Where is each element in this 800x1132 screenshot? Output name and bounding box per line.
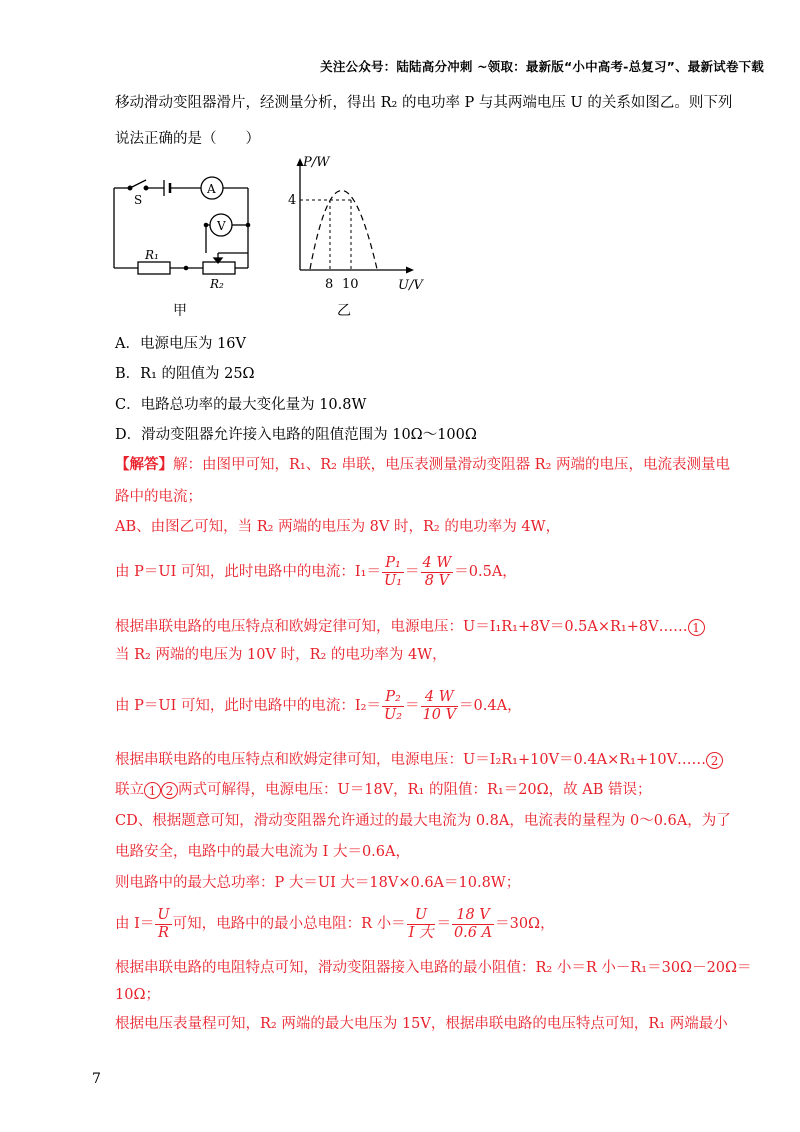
option-d: D．滑动变阻器允许接入电路的阻值范围为 10Ω～100Ω [115, 427, 477, 443]
switch-blade [130, 180, 146, 188]
fraction-u-imax: $\frac{U}{\text{I 大}}$ [408, 906, 434, 941]
r1-label: R₁ [145, 248, 159, 262]
solution-line-12: 则电路中的最大总功率：P 大＝UI 大＝18V×0.6A＝10.8W； [115, 875, 521, 891]
x-tick-8: 8 [325, 277, 334, 292]
option-c: C．电路总功率的最大变化量为 10.8W [115, 397, 367, 413]
solution-line-6: 当 R₂ 两端的电压为 10V 时，R₂ 的电功率为 4W， [115, 647, 447, 663]
question-line-1: 移动滑动变阻器滑片，经测量分析，得出 R₂ 的电功率 P 与其两端电压 U 的关系如图乙。则下列 [115, 95, 733, 111]
solution-line-11: 电路安全，电路中的最大电流为 I 大＝0.6A， [115, 844, 410, 860]
x-tick-10: 10 [342, 277, 359, 292]
r2-rheostat [203, 262, 235, 274]
r1-resistor [138, 262, 170, 274]
question-line-2: 说法正确的是（ ） [115, 131, 260, 147]
solution-line-1: 【解答】解：由图甲可知，R₁、R₂ 串联，电压表测量滑动变阻器 R₂ 两端的电压，电流表测量电 [115, 456, 731, 473]
equation-marker-2: 2 [706, 752, 723, 769]
solution-line-8: 根据串联电路的电压特点和欧姆定律可知，电源电压：U＝I₂R₁+10V＝0.4A×R₁+10V…… 2 [115, 750, 723, 770]
r2-label: R₂ [210, 277, 224, 291]
voltmeter-label: V [217, 219, 226, 233]
option-a: A．电源电压为 16V [115, 336, 247, 352]
solution-line-7: 由 P＝UI 可知，此时电路中的电流：I₂＝ $\frac{\text{P₂}}{\text{U₂}}$ ＝ $\frac{4 W}{10 V}$ ＝0.4A， [115, 688, 522, 723]
fraction-p1-u1: $\frac{\text{P₁}}{\text{U₁}}$ [383, 554, 403, 589]
page-number: 7 [92, 1071, 101, 1087]
option-b: B．R₁ 的阻值为 25Ω [115, 366, 255, 382]
ammeter-label: A [207, 182, 216, 196]
solution-line-9: 联立 1 2 两式可解得，电源电压：U＝18V，R₁ 的阻值：R₁＝20Ω，故 AB 错误； [115, 782, 652, 798]
fraction-18v-06a: $\frac{18 V}{0.6 A}$ [453, 906, 493, 941]
solution-line-10: CD、根据题意可知，滑动变阻器允许通过的最大电流为 0.8A，电流表的量程为 0～0.6A，为了 [115, 813, 731, 829]
page-header: 关注公众号：陆陆高分冲刺 ~领取：最新版“小中高考-总复习”、最新试卷下载 [320, 59, 764, 74]
solution-line-4: 由 P＝UI 可知，此时电路中的电流：I₁＝ $\frac{\text{P₁}}{\text{U₁}}$ ＝ $\frac{4 W}{8 V}$ ＝0.5A， [115, 554, 517, 589]
power-curve [310, 191, 377, 270]
graph-yi [280, 152, 440, 292]
fraction-u-r: $\frac{U}{R}$ [157, 906, 170, 941]
y-tick-4: 4 [288, 193, 297, 208]
solution-line-2: 路中的电流； [115, 489, 202, 505]
fraction-4w-10v: $\frac{4 W}{10 V}$ [422, 688, 457, 723]
y-axis-label: P/W [303, 155, 330, 170]
x-axis-label: U/V [398, 278, 423, 292]
answer-tag: 【解答】 [115, 456, 173, 473]
solution-line-15: 10Ω； [115, 987, 160, 1003]
x-axis-arrow [406, 267, 414, 274]
circuit-diagram-jia [108, 168, 268, 298]
equation-marker-1: 1 [688, 619, 705, 636]
fraction-p2-u2: $\frac{\text{P₂}}{\text{U₂}}$ [383, 688, 403, 723]
solution-line-14: 根据串联电路的电阻特点可知，滑动变阻器接入电路的最小阻值：R₂ 小＝R 小－R₁＝30Ω－20Ω＝ [115, 960, 752, 976]
figure-yi-caption: 乙 [337, 303, 351, 319]
switch-label: S [134, 193, 143, 207]
solution-line-5: 根据串联电路的电压特点和欧姆定律可知，电源电压：U＝I₁R₁+8V＝0.5A×R₁+8V…… 1 [115, 617, 705, 637]
solution-line-13: 由 I＝ $\frac{U}{R}$ 可知，电路中的最小总电阻：R 小＝ $\frac{U}{\text{I 大}}$ ＝ $\frac{18 V}{0.6 A}$ ＝30Ω， [115, 906, 555, 941]
figure-jia-caption: 甲 [173, 303, 187, 319]
solution-line-16: 根据电压表量程可知，R₂ 两端的最大电压为 15V，根据串联电路的电压特点可知，R₁ 两端最小 [115, 1016, 728, 1032]
fraction-4w-8v: $\frac{4 W}{8 V}$ [422, 554, 452, 589]
solution-line-3: AB、由图乙可知，当 R₂ 两端的电压为 8V 时，R₂ 的电功率为 4W， [115, 519, 561, 535]
